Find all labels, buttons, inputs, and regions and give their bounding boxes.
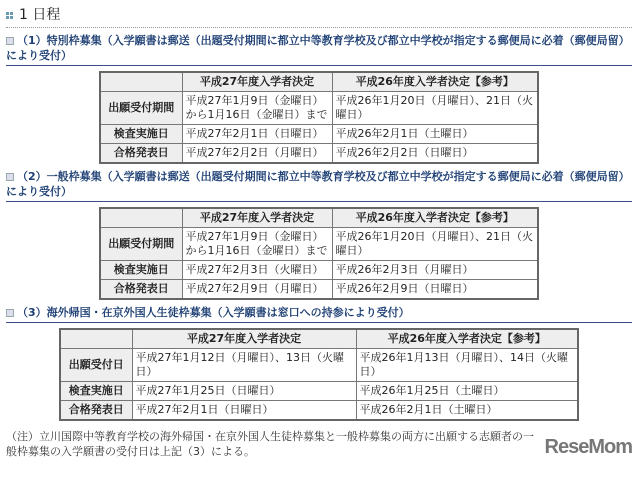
section-heading-2: （2）一般枠募集（入学願書は郵送（出題受付期間に都立中等教育学校及び都立中学校が指定する郵便局に必着（郵便局留）により受付） <box>6 169 632 202</box>
cell: 平成27年1月9日（金曜日）から1月16日（金曜日）まで <box>182 228 332 261</box>
schedule-table-2 <box>99 207 539 300</box>
row-label: 合格発表日 <box>100 144 182 164</box>
cell: 平成26年2月3日（月曜日） <box>332 261 538 280</box>
cell: 平成26年1月25日（土曜日） <box>356 382 578 401</box>
column-header <box>60 329 132 349</box>
row-label: 合格発表日 <box>100 280 182 300</box>
cell: 平成27年1月12日（月曜日）、13日（火曜日） <box>132 349 356 382</box>
table-row <box>100 280 538 300</box>
cell: 平成27年2月3日（火曜日） <box>182 261 332 280</box>
row-label: 検査実施日 <box>100 261 182 280</box>
resemom-logo: ReseMom <box>544 436 632 458</box>
row-label: 出願受付期間 <box>100 228 182 261</box>
column-header <box>100 72 182 92</box>
cell: 平成26年2月2日（日曜日） <box>332 144 538 164</box>
square-bullet-icon <box>6 173 14 181</box>
square-bullet-icon <box>6 309 14 317</box>
section-heading-1: （1）特別枠募集（入学願書は郵送（出題受付期間に都立中等教育学校及び都立中学校が指定する郵便局に必着（郵便局留）により受付） <box>6 33 632 66</box>
column-header: 平成26年度入学者決定【参考】 <box>332 208 538 228</box>
cell: 平成26年1月20日（月曜日）、21日（火曜日） <box>332 92 538 125</box>
row-label: 出願受付日 <box>60 349 132 382</box>
header-row <box>100 72 538 92</box>
table-row <box>60 401 578 421</box>
cell: 平成27年2月9日（月曜日） <box>182 280 332 300</box>
cell: 平成27年1月9日（金曜日）から1月16日（金曜日）まで <box>182 92 332 125</box>
footnote: （注）立川国際中等教育学校の海外帰国・在京外国人生徒枠募集と一般枠募集の両方に出願する志願者の一般枠募集の入学願書の受付日は上記（3）による。 <box>6 430 534 458</box>
column-header: 平成26年度入学者決定【参考】 <box>356 329 578 349</box>
cell: 平成26年1月13日（月曜日）、14日（火曜日） <box>356 349 578 382</box>
cell: 平成26年2月1日（土曜日） <box>332 125 538 144</box>
table-row <box>60 382 578 401</box>
cell: 平成26年2月1日（土曜日） <box>356 401 578 421</box>
cell: 平成26年2月9日（日曜日） <box>332 280 538 300</box>
cell: 平成27年2月2日（月曜日） <box>182 144 332 164</box>
column-header: 平成27年度入学者決定 <box>182 208 332 228</box>
schedule-table-1 <box>99 71 539 164</box>
grid-bullet-icon <box>6 12 13 19</box>
column-header <box>100 208 182 228</box>
section-heading-3: （3）海外帰国・在京外国人生徒枠募集（入学願書は窓口への持参により受付） <box>6 305 632 323</box>
table-row <box>100 144 538 164</box>
table-row <box>100 228 538 261</box>
cell: 平成27年2月1日（日曜日） <box>132 401 356 421</box>
table-row <box>100 92 538 125</box>
cell: 平成26年1月20日（月曜日）、21日（火曜日） <box>332 228 538 261</box>
page-title: 1 日程 <box>6 6 632 28</box>
column-header: 平成27年度入学者決定 <box>182 72 332 92</box>
header-row <box>60 329 578 349</box>
row-label: 検査実施日 <box>100 125 182 144</box>
column-header: 平成27年度入学者決定 <box>132 329 356 349</box>
row-label: 出願受付期間 <box>100 92 182 125</box>
cell: 平成27年2月1日（日曜日） <box>182 125 332 144</box>
row-label: 検査実施日 <box>60 382 132 401</box>
column-header: 平成26年度入学者決定【参考】 <box>332 72 538 92</box>
table-row <box>60 349 578 382</box>
square-bullet-icon <box>6 37 14 45</box>
footnote-area <box>6 429 632 459</box>
row-label: 合格発表日 <box>60 401 132 421</box>
header-row <box>100 208 538 228</box>
table-row <box>100 261 538 280</box>
cell: 平成27年1月25日（日曜日） <box>132 382 356 401</box>
schedule-table-3 <box>59 328 579 421</box>
table-row <box>100 125 538 144</box>
